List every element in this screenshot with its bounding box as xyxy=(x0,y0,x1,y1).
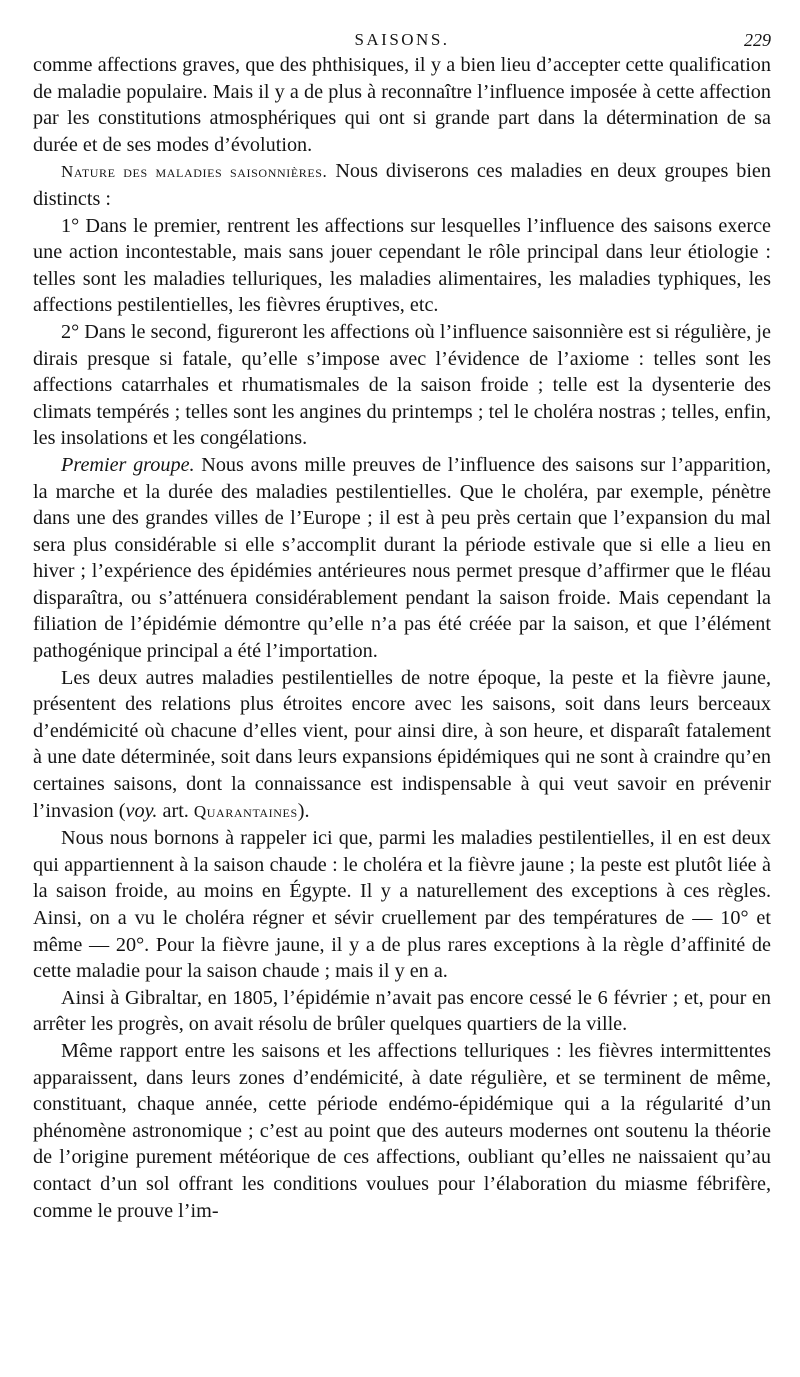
section-heading-premier-groupe: Premier groupe. xyxy=(61,453,195,476)
paragraph-5-text: Nous avons mille preuves de l’influence des saisons sur l’apparition, la marche et la durée des maladies pestilentielles. Que le choléra, par exemple, pénètre dans une des grandes villes de l’Europe ; il est à peu près certain que l’expansion du mal sera plus considérable si elle s’accomplit durant la période estivale que si elle a lieu en hiver ; l’expérience des épidémies antérieures nous permet presque d’affirmer que le fléau disparaîtra, ou s’atténuera considérablement pendant la saison froide. Mais cependant la filiation de l’épidémie démontre qu’elle n’a pas été créée par la saison, et que l’élément pathogénique principal a été l’importation. xyxy=(33,453,772,663)
voy-abbreviation: voy. xyxy=(125,799,158,822)
paragraph-9: Même rapport entre les saisons et les affections telluriques : les fièvres intermittentes apparaissent, dans leurs zones d’endémicité, à date régulière, et se terminent de même, constituant, chaque année, cette période endémo-épidémique qui a la régularité d’un phénomène astronomique ; c’est au point que des auteurs modernes ont soutenu la théorie de l’origine purement météorique de ces affections, oubliant qu’elles ne naissaient qu’au contact d’un sol offrant les conditions voulues pour l’élaboration du miasme fébrifère, comme le prouve l’im- xyxy=(33,1039,771,1222)
body-text xyxy=(33,52,771,1224)
paragraph-6 xyxy=(33,665,771,826)
paragraph-5 xyxy=(33,452,771,665)
paragraph-6-end: ). xyxy=(297,799,310,822)
running-title: SAISONS. xyxy=(354,30,450,49)
paragraph-7: Nous nous bornons à rappeler ici que, parmi les maladies pestilentielles, il en est deux qui appartiennent à la saison chaude : le choléra et la fièvre jaune ; la peste est plutôt liée à la saison froide, au moins en Égypte. Il y a naturellement des exceptions à ces règles. Ainsi, on a vu le choléra régner et sévir cruellement par des températures de — 10° et même — 20°. Pour la fièvre jaune, il y a de plus rares exceptions à la règle d’affinité de cette maladie pour la saison chaude ; mais il y en a. xyxy=(33,827,771,983)
section-heading-nature: Nature des maladies saisonnières. xyxy=(61,162,328,182)
page-header xyxy=(33,0,771,52)
paragraph-3: 1° Dans le premier, rentrent les affections sur lesquelles l’influence des saisons exerce une action incontestable, mais sans jouer cependant le rôle principal dans leur étiologie : telles sont les maladies telluriques, les maladies alimentaires, les maladies typhiques, les affections pestilentielles, les fièvres éruptives, etc. xyxy=(33,214,771,317)
book-page xyxy=(33,0,771,1224)
page-number: 229 xyxy=(744,30,771,50)
paragraph-4: 2° Dans le second, figureront les affections où l’influence saisonnière est si régulière, je dirais presque si fatale, qu’elle s’impose avec l’évidence de l’axiome : telles sont les affections catarrhales et rhumatismales de la saison froide ; telle est la dysenterie des climats tempérés ; telles sont les angines du printemps ; tel le choléra nostras ; telles, enfin, les insolations et les congélations. xyxy=(33,320,771,450)
art-abbreviation: art. xyxy=(157,799,194,822)
paragraph-8: Ainsi à Gibraltar, en 1805, l’épidémie n’avait pas encore cessé le 6 février ; et, pour en arrêter les progrès, on avait résolu de brûler quelques quartiers de la ville. xyxy=(33,986,771,1036)
paragraph-1: comme affections graves, que des phthisiques, il y a bien lieu d’accepter cette qualification de maladie populaire. Mais il y a de plus à reconnaître l’influence imposée à cette affection par les constitutions atmosphériques qui ont si grande part dans la détermination de sa durée et de ses modes d’évolution. xyxy=(33,54,771,156)
paragraph-6-text: Les deux autres maladies pestilentielles de notre époque, la peste et la fièvre jaune, présentent des relations plus étroites encore avec les saisons, soit dans leurs berceaux d’endémicité où chacune d’elles vient, pour ainsi dire, à son heure, et disparaît fatalement à une date déterminée, soit dans leurs expansions épidémiques qui ne sont à craindre qu’en certaines saisons, dont la connaissance est indispensable à qui veut savoir en prévenir l’invasion ( xyxy=(33,666,771,822)
paragraph-2-text: Nous diviserons ces maladies en deux groupes bien distincts : xyxy=(33,160,771,210)
paragraph-2 xyxy=(33,158,771,212)
quarantaines-reference: Quarantaines xyxy=(193,801,298,821)
